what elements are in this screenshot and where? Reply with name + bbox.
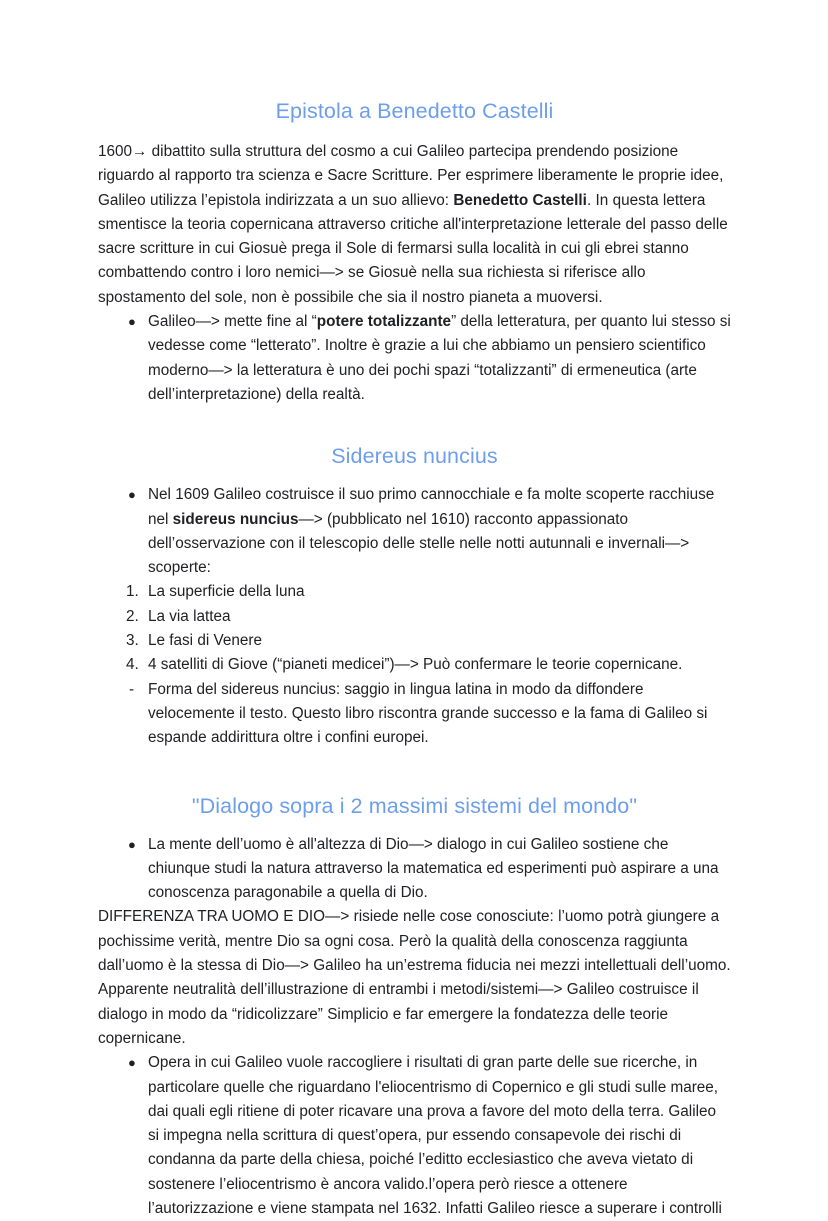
list-item bbox=[98, 1051, 731, 1221]
dash-marker-icon: - bbox=[129, 680, 135, 698]
list-item bbox=[98, 653, 731, 677]
list-item-text-part1: Galileo—> mette fine al “ bbox=[148, 313, 317, 331]
number-marker: 2. bbox=[126, 607, 139, 625]
spacer bbox=[98, 471, 731, 483]
paragraph-epistola bbox=[98, 140, 731, 310]
list-item bbox=[98, 605, 731, 629]
spacer bbox=[98, 751, 731, 791]
paragraph-differenza-uomo-dio: DIFFERENZA TRA UOMO E DIO—> risiede nelle cose conosciute: l’uomo potrà giungere a pochissime verità, mentre Dio sa ogni cosa. Però la qualità della conoscenza raggiunta dall’uomo è la stessa di Dio—> Galileo ha un’estrema fiducia nei mezzi intellettuali dell’uomo. bbox=[98, 908, 731, 975]
list-item-text-bold: potere totalizzante bbox=[316, 313, 452, 331]
spacer bbox=[98, 821, 731, 833]
bullet-list-sidereus bbox=[98, 483, 731, 580]
list-item bbox=[98, 678, 731, 751]
bullet-list-dialogo-2 bbox=[98, 1051, 731, 1221]
number-marker: 3. bbox=[126, 632, 139, 650]
list-item-text: La via lattea bbox=[148, 607, 231, 625]
bullet-marker-icon: ● bbox=[128, 1055, 136, 1071]
heading-epistola: Epistola a Benedetto Castelli bbox=[275, 99, 554, 123]
number-marker: 1. bbox=[126, 583, 139, 601]
paragraph-epistola-part1: 1600→ dibattito sulla struttura del cosmo a cui Galileo partecipa prendendo posizione riguardo al rapporto tra scienza e Sacre Scritture. Per esprimere liberamente le proprie idee, Galileo utilizza l’epistola indirizzata a un suo allievo: bbox=[98, 143, 724, 209]
heading-sidereus-nuncius: Sidereus nuncius bbox=[331, 444, 498, 469]
bullet-marker-icon: ● bbox=[128, 487, 136, 503]
paragraph-apparente-neutralita: Apparente neutralità dell’illustrazione di entrambi i metodi/sistemi—> Galileo costruisce il dialogo in modo da “ridicolizzare” Simplicio e far emergere la fondatezza delle teorie copernicane. bbox=[98, 981, 699, 1047]
list-item bbox=[98, 483, 731, 580]
list-item bbox=[98, 310, 731, 407]
number-marker: 4. bbox=[126, 656, 139, 674]
list-item-text-part1: Nel 1609 Galileo costruisce il suo primo cannocchiale e fa molte scoperte racchiuse nel bbox=[148, 486, 715, 528]
list-item bbox=[98, 833, 731, 906]
spacer bbox=[98, 126, 731, 140]
list-item-text-part2: —> (pubblicato nel 1610) racconto appassionato dell’osservazione con il telescopio delle stelle nelle notti autunnali e invernali—> scoperte: bbox=[148, 510, 690, 577]
heading-dialogo: "Dialogo sopra i 2 massimi sistemi del mondo" bbox=[191, 793, 638, 818]
list-item-text-bold: sidereus nuncius bbox=[172, 510, 299, 528]
list-item-text: 4 satelliti di Giove (“pianeti medicei”)—> Può confermare le teorie copernicane. bbox=[148, 656, 683, 674]
paragraph-epistola-part2: . In questa lettera smentisce la teoria copernicana attraverso critiche all'interpretazione letterale del passo delle sacre scritture in cui Giosuè prega il Sole di fermarsi sulla località in cui gli ebrei stanno combattendo contro i loro nemici—> se Giosuè nella sua richiesta si riferisce allo spostamento del sole, non è possibile che sia il nostro pianeta a muoversi. bbox=[98, 191, 728, 306]
list-item-text: Le fasi di Venere bbox=[148, 632, 262, 650]
list-item bbox=[98, 580, 731, 604]
bullet-list-dialogo-1 bbox=[98, 833, 731, 906]
bullet-list-epistola bbox=[98, 310, 731, 407]
list-item-text: La mente dell’uomo è all'altezza di Dio—> dialogo in cui Galileo sostiene che chiunque studi la natura attraverso la matematica ed esperimenti può aspirare a una conoscenza paragonabile a quella di Dio. bbox=[148, 835, 719, 902]
numbered-list-scoperte bbox=[98, 580, 731, 750]
document-content bbox=[98, 96, 731, 1221]
bullet-marker-icon: ● bbox=[128, 314, 136, 330]
list-item-text-part2: ” della letteratura, per quanto lui stesso si vedesse come “letterato”. Inoltre è grazie a lui che abbiamo un pensiero scientifico moderno—> la letteratura è uno dei pochi spazi “totalizzanti” di ermeneutica (arte dell’interpretazione) della realtà. bbox=[148, 313, 731, 403]
list-item-text: Forma del sidereus nuncius: saggio in lingua latina in modo da diffondere velocemente il testo. Questo libro riscontra grande successo e la fama di Galileo si espande addirittura oltre i confini europei. bbox=[148, 680, 708, 747]
list-item-text: La superficie della luna bbox=[148, 583, 305, 601]
paragraph-epistola-bold: Benedetto Castelli bbox=[453, 191, 587, 209]
spacer bbox=[98, 407, 731, 441]
list-item-text: Opera in cui Galileo vuole raccogliere i risultati di gran parte delle sue ricerche, in particolare quelle che riguardano l'eliocentrismo di Copernico e gli studi sulle maree, dai quali egli ritiene di poter ricavare una prova a favore del moto della terra. Galileo si impegna nella scrittura di quest’opera, pur essendo consapevole dei rischi di condanna da parte della chiesa, poiché l’editto ecclesiastico che aveva vietato di sostenere l’eliocentrismo è ancora valido.l’opera però riesce a ottenere l’autorizzazione e viene stampata nel 1632. Infatti Galileo riesce a superare i controlli bbox=[148, 1054, 722, 1217]
list-item bbox=[98, 629, 731, 653]
bullet-marker-icon: ● bbox=[128, 836, 136, 852]
